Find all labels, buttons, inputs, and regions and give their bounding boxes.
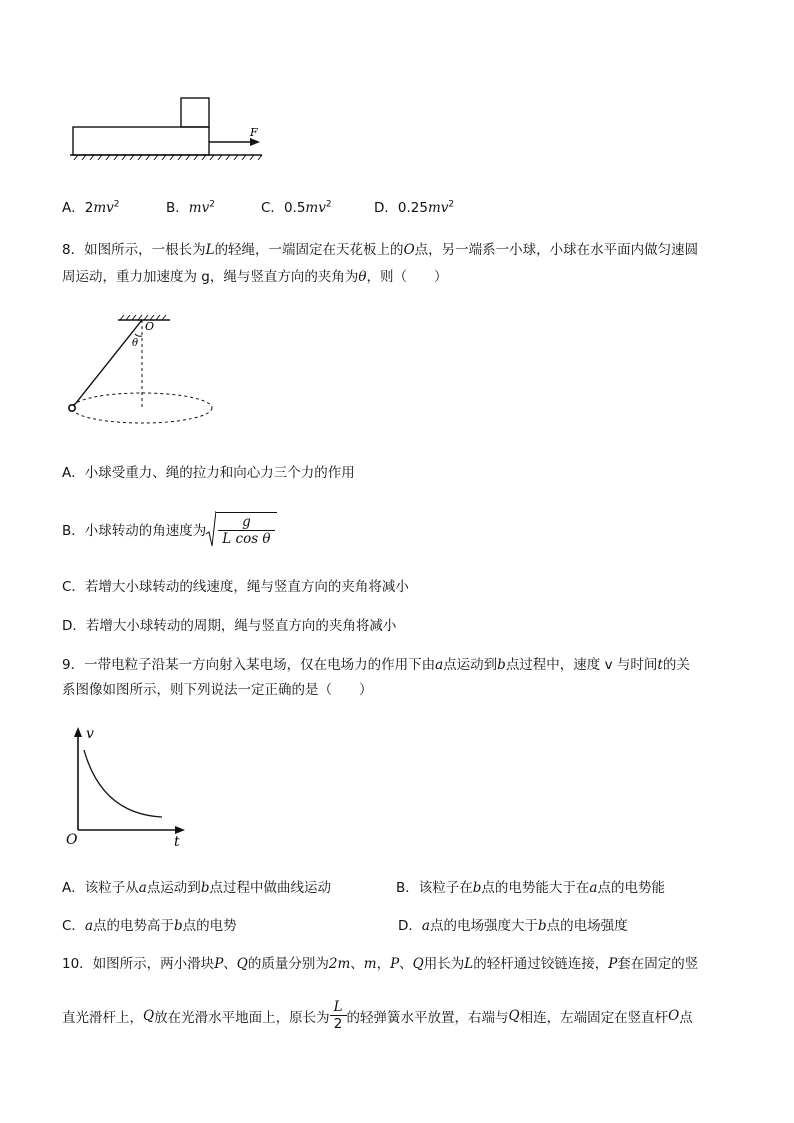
q7-option-d: D．$0.25mv^2$: [374, 199, 455, 216]
q8-option-d: D．若增大小球转动的周期，绳与竖直方向的夹角将减小: [62, 618, 397, 634]
ball: [69, 405, 75, 411]
q9-option-b: B．该粒子在b点的电势能大于在a点的电势能: [396, 880, 665, 896]
ceiling-hatching: [120, 315, 166, 320]
angle-label: θ: [132, 338, 139, 349]
origin-label: O: [66, 832, 78, 848]
angle-arc: [135, 334, 142, 336]
q8-option-c: C．若增大小球转动的线速度，绳与竖直方向的夹角将减小: [62, 579, 409, 595]
q8-stem-line2: 周运动，重力加速度为 g，绳与竖直方向的夹角为θ，则（ ）: [62, 269, 448, 285]
velocity-curve: [84, 750, 162, 817]
upper-block: [181, 98, 209, 127]
q9-option-a: A．该粒子从a点运动到b点过程中做曲线运动: [62, 880, 331, 896]
conical-pendulum-figure: [60, 310, 240, 430]
q7-option-b: B．$mv^2$: [166, 199, 215, 216]
q9-option-c: C．a点的电势高于b点的电势: [62, 918, 237, 934]
sqrt-expression: $\frac{g}{\text{L cos θ}}$: [206, 510, 276, 548]
q10-stem-line2: 直光滑杆上， Q 放在光滑水平地面上，原长为 $\frac{L}{2}$ 的轻弹簧水平放置，右端与 Q 相连，左端固定在竖直杆 O 点: [62, 999, 693, 1032]
v-axis-label: v: [86, 726, 94, 742]
block-plank-figure: [64, 92, 269, 162]
velocity-time-graph: [62, 724, 197, 848]
v-axis-arrowhead: [74, 727, 82, 737]
t-axis-label: t: [174, 834, 180, 848]
force-arrowhead: [250, 138, 260, 146]
q8-option-b: B．小球转动的角速度为 $\frac{g}{\text{L cos θ}}$: [62, 510, 277, 548]
pivot-label: O: [145, 320, 155, 333]
lower-plank: [73, 127, 209, 155]
q7-option-a: A．$2mv^2$: [62, 199, 120, 216]
q9-stem-line1: 9．一带电粒子沿某一方向射入某电场，仅在电场力的作用下由a点运动到b点过程中，速度 v 与时间t的关: [62, 657, 690, 673]
q8-option-a: A．小球受重力、绳的拉力和向心力三个力的作用: [62, 465, 355, 481]
q9-stem-line2: 系图像如图所示，则下列说法一定正确的是（ ）: [62, 682, 373, 698]
half-length-fraction: $\frac{L}{2}$: [330, 999, 347, 1032]
t-axis-arrowhead: [175, 826, 185, 834]
q7-option-c: C．$0.5mv^2$: [261, 199, 332, 216]
q10-stem-line1: 10．如图所示，两小滑块P、Q的质量分别为2m、m，P、Q用长为L的轻杆通过铰链连接，P套在固定的竖: [62, 956, 699, 972]
force-label: F: [250, 126, 258, 139]
q9-option-d: D．a点的电场强度大于b点的电场强度: [398, 918, 628, 934]
q8-stem-line1: 8．如图所示，一根长为L的轻绳，一端固定在天花板上的O点，另一端系一小球，小球在水平面内做匀速圆: [62, 242, 699, 258]
ground-hatching: [74, 155, 262, 160]
